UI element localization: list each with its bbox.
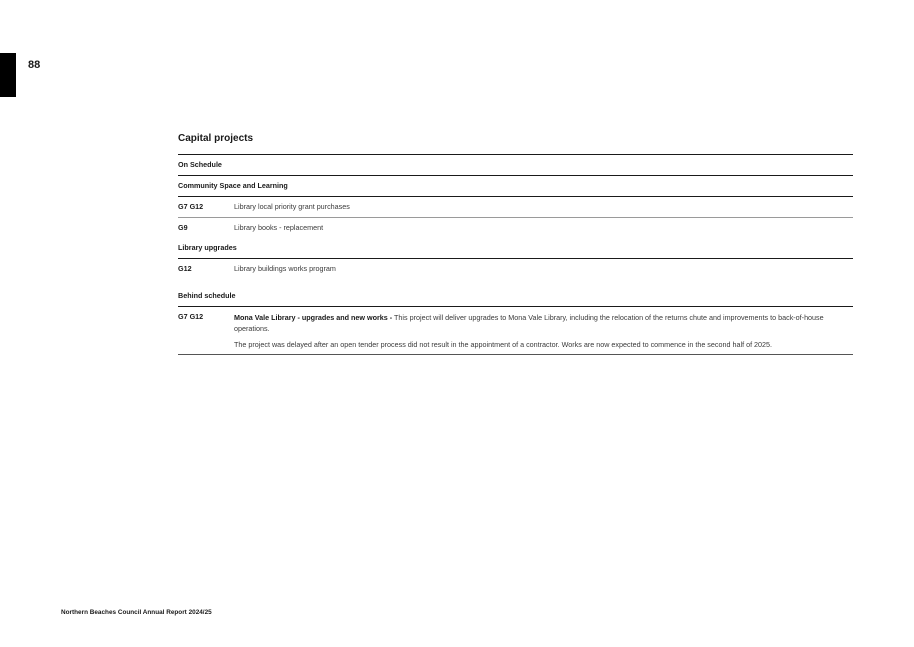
table-row <box>178 197 853 217</box>
status-heading-on-schedule: On Schedule <box>178 160 222 169</box>
page-number: 88 <box>28 59 41 71</box>
page-tab-marker <box>0 53 16 97</box>
report-footer: Northern Beaches Council Annual Report 2024/25 <box>61 609 212 616</box>
group-heading-community-space: Community Space and Learning <box>178 181 288 190</box>
project-details <box>234 312 853 350</box>
table-row <box>178 259 853 279</box>
status-heading-behind-schedule: Behind schedule <box>178 291 236 300</box>
table-row <box>178 307 853 354</box>
section-title: Capital projects <box>178 133 254 144</box>
divider <box>178 354 853 355</box>
project-description: This project will deliver upgrades to Mona Vale Library, including the relocation of the returns chute and improvements to back-of-house operations. <box>234 313 824 333</box>
project-description: Library books - replacement <box>234 223 324 232</box>
project-description: Library local priority grant purchases <box>234 202 350 211</box>
capital-projects-section <box>178 132 853 355</box>
table-row <box>178 218 853 238</box>
project-code: G7 G12 <box>178 202 204 211</box>
project-title: Mona Vale Library - upgrades and new works - <box>234 313 393 322</box>
project-description: Library buildings works program <box>234 264 336 273</box>
project-code: G7 G12 <box>178 312 204 321</box>
project-status-note: The project was delayed after an open tender process did not result in the appointment of a contractor. Works are now expected to commence in the second half of 2025. <box>234 340 773 349</box>
project-code: G9 <box>178 223 188 232</box>
project-code: G12 <box>178 264 192 273</box>
project-summary <box>234 312 853 334</box>
group-heading-library-upgrades: Library upgrades <box>178 243 237 252</box>
